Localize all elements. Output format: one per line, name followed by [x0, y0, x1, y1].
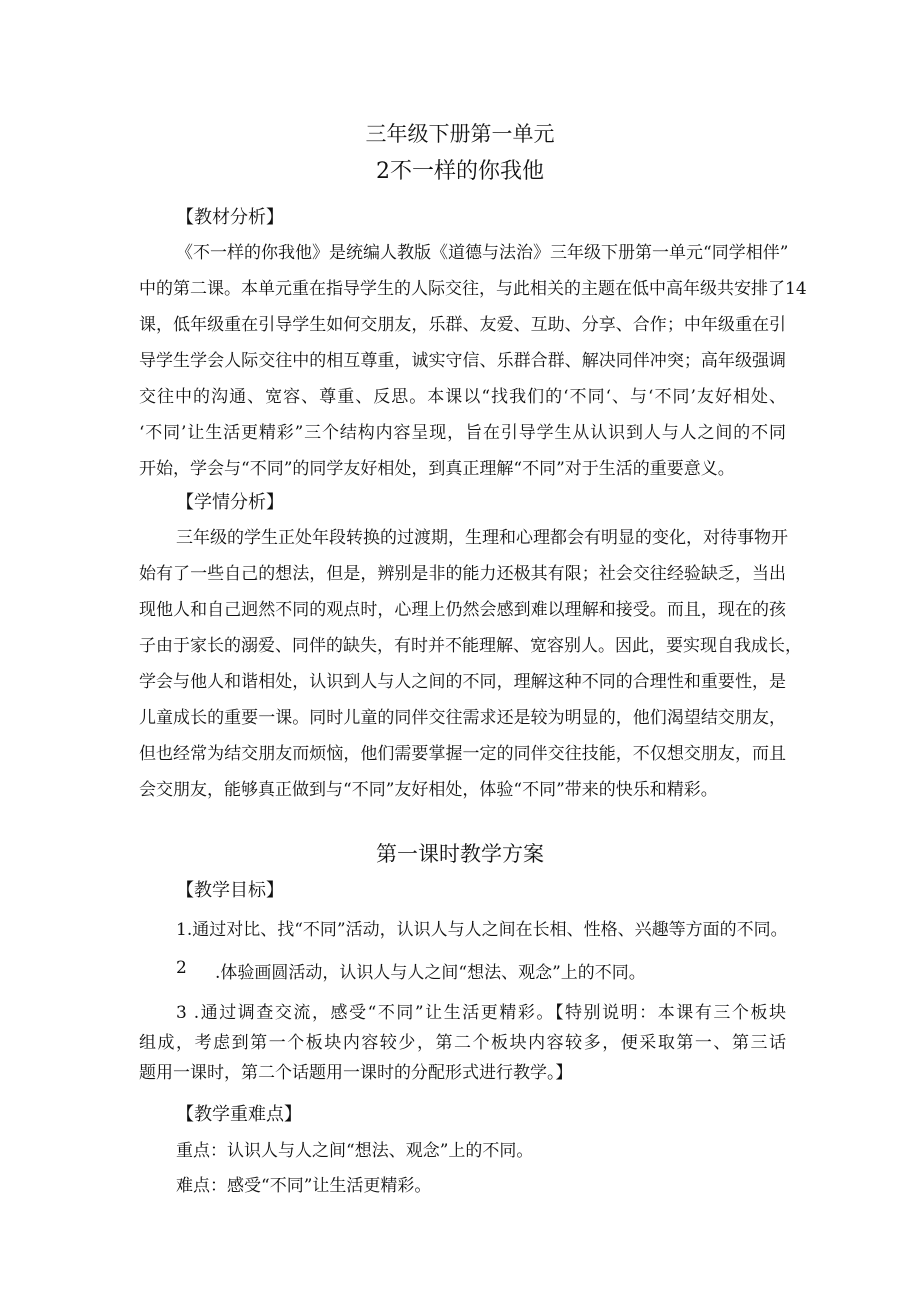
objective-item-continued: 题用一课时，第二个话题用一课时的分配形式进行教学。】 — [139, 1063, 573, 1083]
textbook-analysis-line: ‘不同’让生活更精彩”三个结构内容呈现，旨在引导学生从认识到人与人之间的不同 — [139, 423, 786, 443]
textbook-analysis-line: 导学生学会人际交往中的相互尊重，诚实守信、乐群合群、解决同伴冲突；高年级强调 — [139, 351, 786, 371]
difficult-point: 难点：感受“不同”让生活更精彩。 — [176, 1176, 432, 1196]
textbook-analysis-line: 《不一样的你我他》是统编人教版《道德与法治》三年级下册第一单元“同学相伴” — [176, 243, 789, 263]
student-analysis-line: 但也经常为结交朋友而烦恼，他们需要掌握一定的同伴交往技能，不仅想交朋友，而且 — [139, 744, 786, 764]
textbook-analysis-line: 中的第二课。本单元重在指导学生的人际交往，与此相关的主题在低中高年级共安排了14 — [139, 279, 807, 299]
student-analysis-line: 现他人和自己迥然不同的观点时，心理上仍然会感到难以理解和接受。而且，现在的孩 — [139, 600, 786, 620]
document-title: 三年级下册第一单元 — [365, 122, 555, 146]
objectives-heading: 【教学目标】 — [176, 880, 284, 901]
objective-item: 3 .通过调查交流，感受“不同”让生活更精彩。【特别说明：本课有三个板块 — [176, 1003, 786, 1023]
textbook-analysis-line: 交往中的沟通、宽容、尊重、反思。本课以“找我们的‘不同‘、与‘不同’友好相处、 — [139, 387, 786, 407]
textbook-analysis-heading: 【教材分析】 — [176, 207, 284, 228]
student-analysis-line: 学会与他人和谐相处，认识到人与人之间的不同，理解这种不同的合理性和重要性，是 — [139, 672, 786, 692]
student-analysis-line: 儿童成长的重要一课。同时儿童的同伴交往需求还是较为明显的，他们渴望结交朋友， — [139, 708, 786, 728]
student-analysis-line: 三年级的学生正处年段转换的过渡期，生理和心理都会有明显的变化，对待事物开 — [176, 528, 788, 548]
key-point: 重点：认识人与人之间“想法、观念”上的不同。 — [176, 1141, 534, 1161]
lesson-title: 2不一样的你我他 — [376, 159, 544, 184]
objective-item: .体验画圆活动，认识人与人之间“想法、观念”上的不同。 — [215, 963, 646, 983]
student-analysis-line: 会交朋友，能够真正做到与“不同”友好相处，体验“不同”带来的快乐和精彩。 — [139, 780, 718, 800]
student-analysis-line: 子由于家长的溺爱、同伴的缺失，有时并不能理解、宽容别人。因此，要实现自我成长， — [139, 636, 802, 656]
objective-item: 1.通过对比、找“不同”活动，认识人与人之间在长相、性格、兴趣等方面的不同。 — [176, 920, 788, 940]
student-analysis-heading: 【学情分析】 — [176, 492, 284, 513]
textbook-analysis-line: 课，低年级重在引导学生如何交朋友，乐群、友爱、互助、分享、合作；中年级重在引 — [139, 315, 786, 335]
student-analysis-line: 始有了一些自己的想法，但是，辨别是非的能力还极其有限；社会交往经验缺乏，当出 — [139, 564, 786, 584]
lesson-plan-title: 第一课时教学方案 — [376, 842, 544, 866]
textbook-analysis-line: 开始，学会与“不同”的同学友好相处，到真正理解“不同”对于生活的重要意义。 — [139, 459, 735, 479]
objective-number: 2 — [176, 958, 187, 978]
objective-item-continued: 组成，考虑到第一个板块内容较少，第二个板块内容较多，便采取第一、第三话 — [139, 1033, 786, 1053]
key-points-heading: 【教学重难点】 — [176, 1104, 302, 1125]
